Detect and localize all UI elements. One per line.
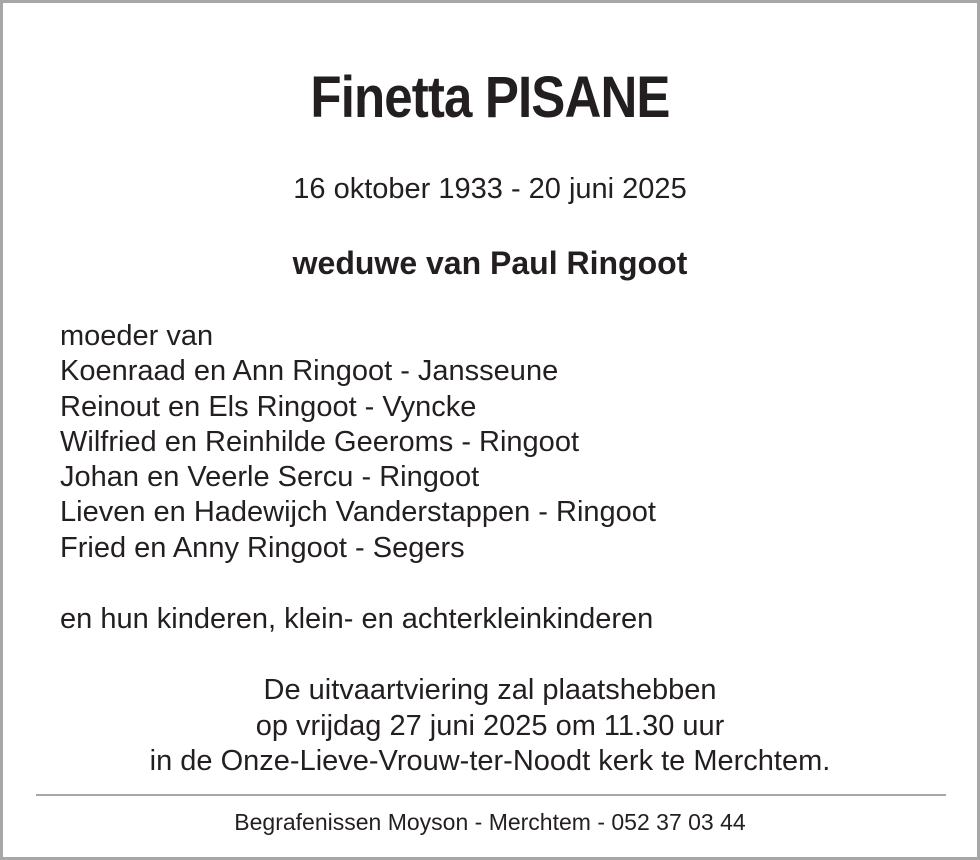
family-member: Fried en Anny Ringoot - Segers <box>60 531 465 564</box>
family-member: Wilfried en Reinhilde Geeroms - Ringoot <box>60 425 579 458</box>
funeral-home-footer: Begrafenissen Moyson - Merchtem - 052 37 03 44 <box>234 809 746 835</box>
ceremony-line: De uitvaartviering zal plaatshebben <box>263 674 717 706</box>
grandchildren-line: en hun kinderen, klein- en achterkleinkinderen <box>60 603 654 635</box>
ceremony-info <box>3 673 977 780</box>
divider <box>36 794 946 796</box>
life-dates: 16 oktober 1933 - 20 juni 2025 <box>293 173 687 205</box>
family-member: Johan en Veerle Sercu - Ringoot <box>60 461 480 494</box>
family-member: Koenraad en Ann Ringoot - Jansseune <box>60 355 559 388</box>
family-member: Lieven en Hadewijch Vanderstappen - Ringoot <box>60 496 656 529</box>
family-list <box>60 319 656 566</box>
family-intro: moeder van <box>60 320 214 352</box>
deceased-name: Finetta PISANE <box>310 65 670 130</box>
family-member: Reinout en Els Ringoot - Vyncke <box>60 390 477 423</box>
ceremony-line: in de Onze-Lieve-Vrouw-ter-Noodt kerk te Merchtem. <box>149 745 831 777</box>
ceremony-line: op vrijdag 27 juni 2025 om 11.30 uur <box>255 709 725 742</box>
widow-of-line: weduwe van Paul Ringoot <box>292 245 688 281</box>
